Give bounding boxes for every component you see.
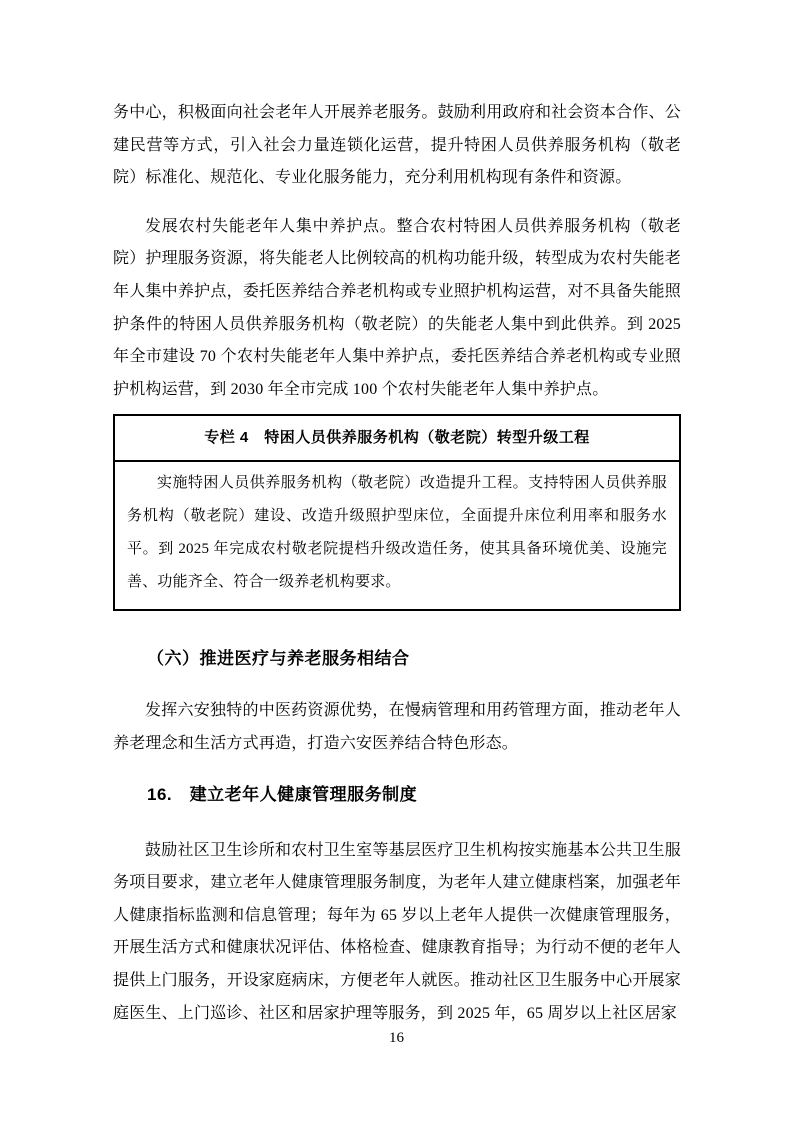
paragraph-rural-disabled-care: 发展农村失能老年人集中养护点。整合农村特困人员供养服务机构（敬老院）护理服务资源，将失能老人比例较高的机构功能升级，转型成为农村失能老年人集中养护点，委托医养结合养老机构或专业照护机构运营，对不具备失能照护条件的特困人员供养服务机构（敬老院）的失能老人集中到此供养。到 2025 年全市建设 70 个农村失能老年人集中养护点，委托医养结合养老机构或专业照护机构运营，到 2030 年全市完成 100 个农村失能老年人集中养护点。: [113, 217, 681, 398]
callout-box-title: 专栏 4 特困人员供养服务机构（敬老院）转型升级工程: [115, 416, 679, 462]
paragraph-medical-elderly-integration: 发挥六安独特的中医药资源优势，在慢病管理和用药管理方面，推动老年人养老理念和生活方式再造，打造六安医养结合特色形态。: [113, 702, 681, 752]
page-number: 16: [389, 1030, 404, 1046]
paragraph-continuation: 务中心，积极面向社会老年人开展养老服务。鼓励利用政府和社会资本合作、公建民营等方式，引入社会力量连锁化运营，提升特困人员供养服务机构（敬老院）标准化、规范化、专业化服务能力，充分利用机构现有条件和资源。: [113, 104, 681, 187]
paragraph-health-management: 鼓励社区卫生诊所和农村卫生室等基层医疗卫生机构按实施基本公共卫生服务项目要求，建立老年人健康管理服务制度，为老年人建立健康档案，加强老年人健康指标监测和信息管理；每年为 65 岁以上老年人提供一次健康管理服务，开展生活方式和健康状况评估、体格检查、健康教育指导；为行动不便的老年人提供上门服务，开设家庭病床，方便老年人就医。推动社区卫生服务中心开展家庭医生、上门巡诊、社区和居家护理等服务，到 2025 年，65 周岁以上社区居家: [113, 841, 681, 1022]
numbered-heading-16: 16. 建立老年人健康管理服务制度: [147, 784, 418, 804]
page-body: [113, 97, 681, 1030]
section-heading-six: （六）推进医疗与养老服务相结合: [147, 649, 410, 669]
callout-box-zhuanlan-4: [113, 414, 681, 611]
callout-box-body: 实施特困人员供养服务机构（敬老院）改造提升工程。支持特困人员供养服务机构（敬老院）建设、改造升级照护型床位，全面提升床位利用率和服务水平。到 2025 年完成农村敬老院提档升级改造任务，使其具备环境优美、设施完善、功能齐全、符合一级养老机构要求。: [127, 475, 667, 591]
